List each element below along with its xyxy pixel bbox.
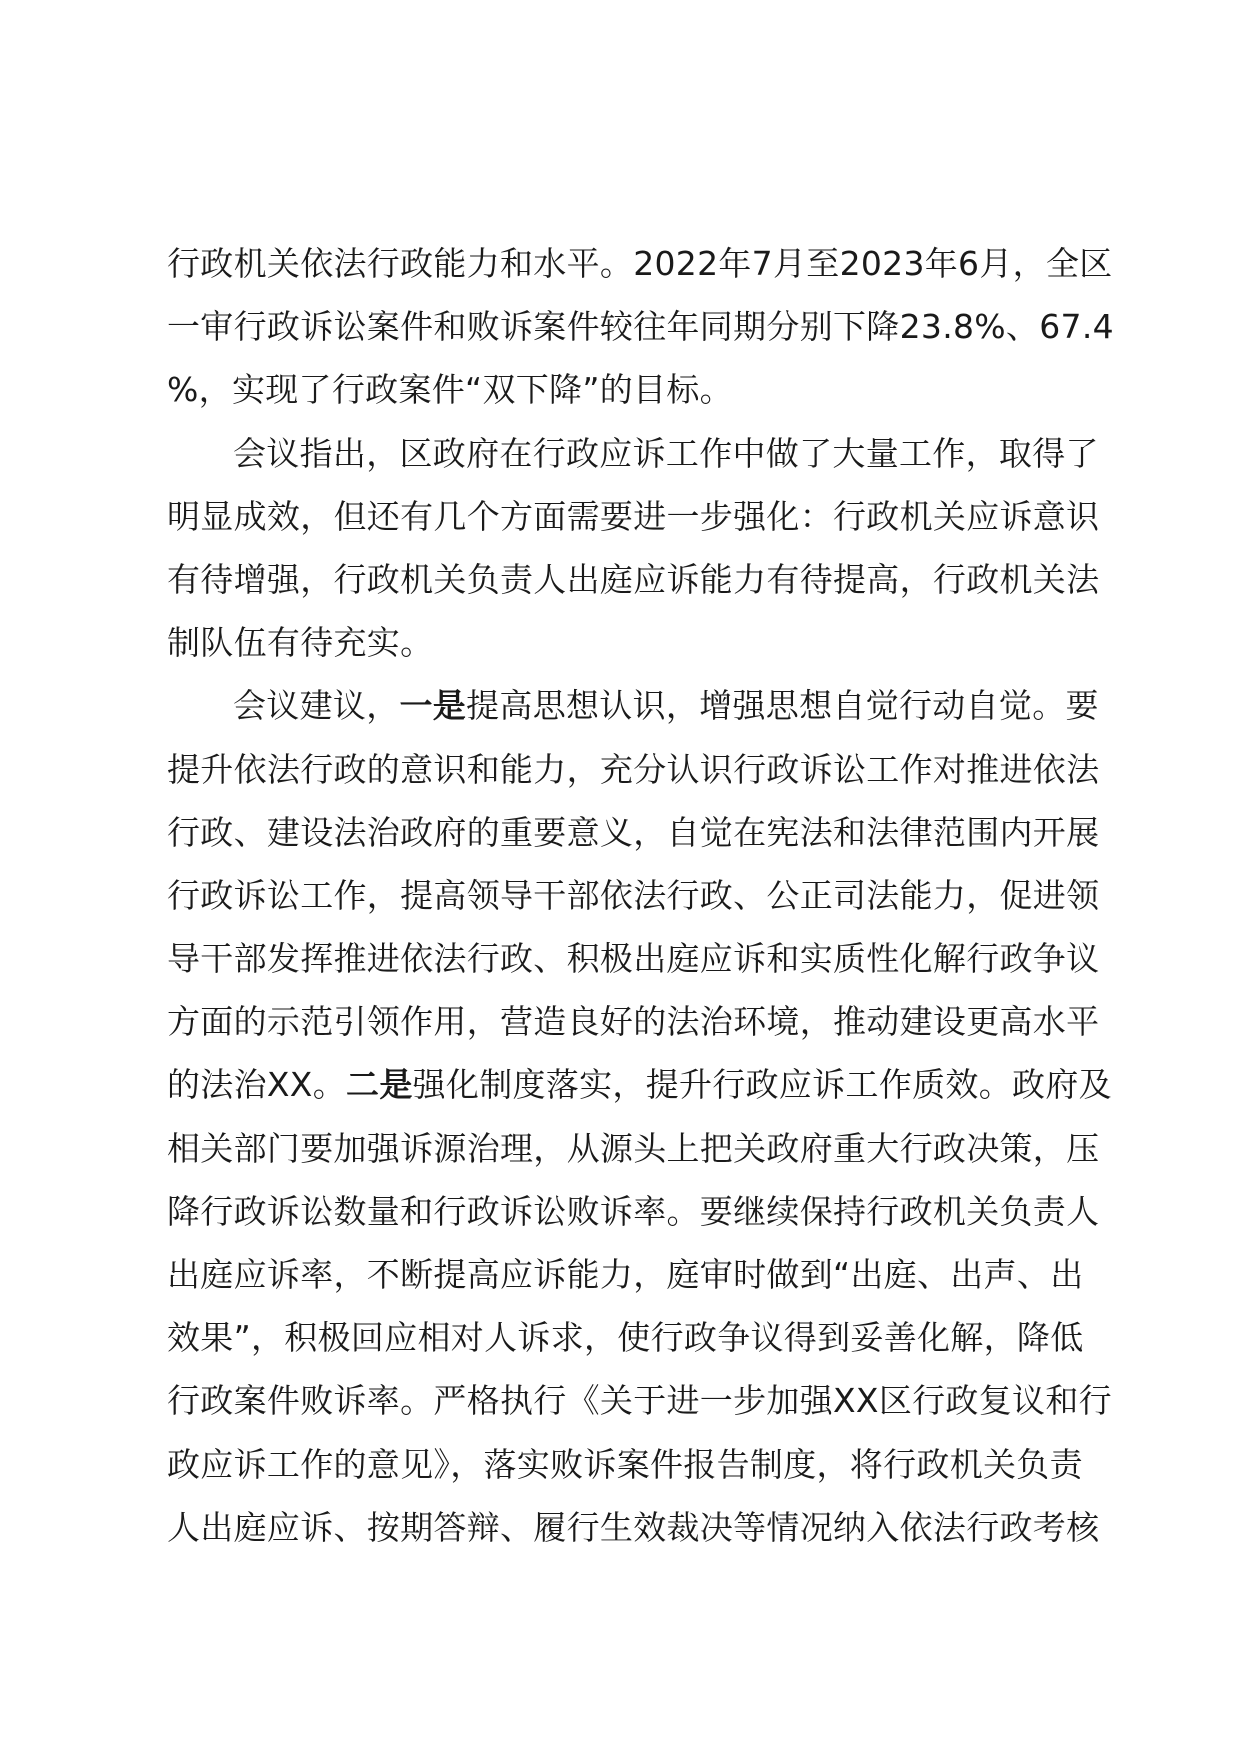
text-run: 降行政诉讼数量和行政诉讼败诉率。要继续保持行政机关负责人 (167, 1191, 1100, 1231)
text-line (167, 548, 1103, 611)
text-run: 效果”，积极回应相对人诉求，使行政争议得到妥善化解，降低 (167, 1318, 1084, 1358)
text-line (167, 1053, 1112, 1116)
text-line (167, 1369, 1112, 1432)
text-line (167, 358, 1103, 421)
text-run: 行政机关依法行政能力和水平。2022年7月至2023年6月，全区 (167, 244, 1113, 283)
text-run: 行政案件败诉率。严格执行《关于进一步加强XX区行政复议和行 (167, 1381, 1112, 1421)
text-run: 出庭应诉率，不断提高应诉能力，庭审时做到“出庭、出声、出 (167, 1255, 1084, 1294)
text-run: 的法治XX。 (167, 1065, 347, 1105)
text-line (167, 1433, 1103, 1496)
text-line (167, 485, 1103, 548)
text-run: 行政、建设法治政府的重要意义，自觉在宪法和法律范围内开展 (167, 812, 1100, 852)
text-line (167, 422, 1103, 485)
document-body (167, 232, 1114, 1559)
text-line (167, 1306, 1103, 1369)
text-line (167, 1117, 1103, 1180)
text-run: 强化制度落实，提升行政应诉工作质效。政府及 (412, 1065, 1112, 1105)
text-line (167, 295, 1114, 358)
text-run: 提升依法行政的意识和能力，充分认识行政诉讼工作对推进依法 (167, 749, 1100, 789)
text-run: 制队伍有待充实。 (167, 623, 434, 663)
text-line (167, 738, 1103, 801)
text-run: 行政诉讼工作，提高领导干部依法行政、公正司法能力，促进领 (167, 875, 1100, 915)
text-line (167, 801, 1103, 864)
paragraph (167, 674, 1112, 1559)
paragraph (167, 232, 1114, 422)
text-run: 人出庭应诉、按期答辩、履行生效裁决等情况纳入依法行政考核 (167, 1507, 1100, 1547)
text-run: 会议建议， (233, 686, 400, 726)
text-line (167, 611, 1103, 674)
text-run: 相关部门要加强诉源治理，从源头上把关政府重大行政决策，压 (167, 1128, 1100, 1168)
text-line (167, 864, 1103, 927)
text-run: 方面的示范引领作用，营造良好的法治环境，推动建设更高水平 (167, 1002, 1100, 1042)
text-run: 一审行政诉讼案件和败诉案件较往年同期分别下降23.8%、67.4 (167, 307, 1114, 347)
emphasis-text: 一是 (399, 686, 467, 726)
text-line (167, 1243, 1103, 1306)
paragraph (167, 422, 1103, 675)
text-line (167, 927, 1103, 990)
text-run: 明显成效，但还有几个方面需要进一步强化：行政机关应诉意识 (167, 496, 1100, 536)
text-run: 会议指出，区政府在行政应诉工作中做了大量工作，取得了 (233, 433, 1099, 473)
text-line (167, 1180, 1103, 1243)
text-run: 有待增强，行政机关负责人出庭应诉能力有待提高，行政机关法 (167, 559, 1100, 599)
text-run: 导干部发挥推进依法行政、积极出庭应诉和实质性化解行政争议 (167, 939, 1100, 979)
text-run: %，实现了行政案件“双下降”的目标。 (167, 370, 733, 410)
text-run: 政应诉工作的意见》，落实败诉案件报告制度，将行政机关负责 (167, 1444, 1083, 1484)
text-run: 提高思想认识，增强思想自觉行动自觉。要 (466, 686, 1099, 726)
text-line (167, 1496, 1103, 1559)
text-line (167, 990, 1103, 1053)
emphasis-text: 二是 (346, 1065, 413, 1105)
text-line (167, 674, 1103, 737)
text-line (167, 232, 1113, 295)
